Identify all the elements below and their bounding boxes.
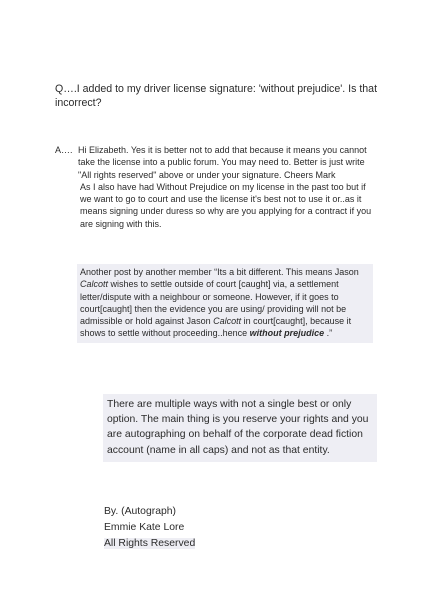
signature-line-1: By. (Autograph) (104, 506, 176, 517)
quote-part-3: in court[caught], because it shows to settle without proceeding..hence (80, 316, 352, 339)
signature-line-3: All Rights Reserved (104, 537, 196, 549)
signature-block (104, 504, 195, 551)
quote-part-4: .” (324, 328, 333, 339)
quoted-post (77, 264, 373, 343)
quote-name-2: Calcott (213, 316, 242, 327)
answer-paragraph-1: Hi Elizabeth. Yes it is better not to add that because it means you cannot take the license into a public forum. You may need to. Better is just write "All rights reserved" above or under your signature. Cheers Mark (78, 145, 367, 180)
note-box: There are multiple ways with not a single best or only option. The main thing is you reserve your rights and you are autographing on behalf of the corporate dead fiction account (name in all caps) and not as that entity. (103, 394, 377, 462)
answer-prefix: A…. (55, 145, 73, 155)
answer-body (80, 144, 376, 230)
signature-line-2: Emmie Kate Lore (104, 521, 185, 533)
quote-name-1: Calcott (80, 279, 109, 290)
answer-paragraph-2: As I also have had Without Prejudice on my license in the past too but if we want to go to court and use the license it's best not to use it or..as it means signing under duress so why are you applying for a contract if you are signing with this. (80, 181, 372, 229)
quote-emphasis: without prejudice (249, 328, 325, 339)
question-text: Q….I added to my driver license signature: 'without prejudice'. Is that incorrect? (55, 83, 378, 110)
quote-part-1: Another post by another member “Its a bit different. This means Jason (80, 267, 359, 277)
quote-part-2: wishes to settle outside of court [caught] via, a settlement letter/dispute with a neighbour or someone. However, if it goes to court[caught] then the evidence you are using/ providing will not be admissible or hold against Jason (80, 279, 347, 327)
